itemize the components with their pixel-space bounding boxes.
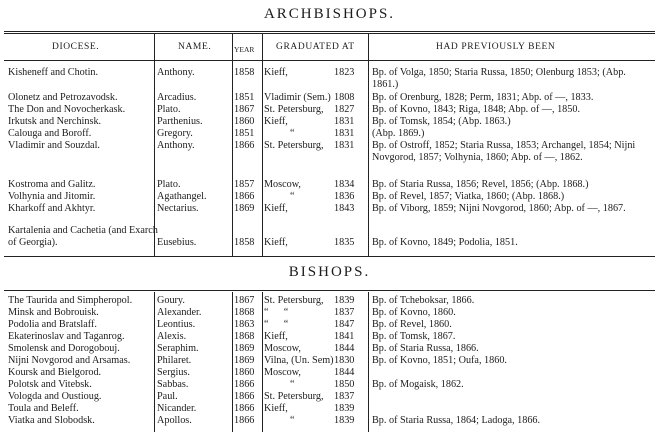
year-cell: 1866	[234, 391, 255, 402]
graduated-cell: “	[290, 379, 295, 390]
diocese-cell: Kharkoff and Akhtyr.	[8, 203, 96, 214]
col-divider-year	[232, 34, 233, 256]
graduated-cell: St. Petersburg,	[264, 104, 324, 115]
name-cell: Leontius.	[157, 319, 196, 330]
name-cell: Anthony.	[157, 67, 195, 78]
name-cell: Arcadius.	[157, 92, 197, 103]
graduated-cell: Kieff,	[264, 403, 288, 414]
col-divider-previous	[368, 34, 369, 256]
name-cell: Seraphim.	[157, 343, 199, 354]
grad-year-cell: 1831	[334, 116, 355, 127]
name-cell: Philaret.	[157, 355, 192, 366]
previous-cell: Bp. of Tcheboksar, 1866.	[372, 295, 475, 306]
year-cell: 1851	[234, 128, 255, 139]
previous-cell: Bp. of Kovno, 1860.	[372, 307, 456, 318]
header-rule	[4, 60, 655, 61]
col-divider-name	[154, 34, 155, 256]
year-cell: 1869	[234, 355, 255, 366]
graduated-cell: St. Petersburg,	[264, 391, 324, 402]
header-year: YEAR	[234, 45, 255, 54]
header-name: NAME.	[178, 42, 212, 52]
graduated-cell: Moscow,	[264, 367, 301, 378]
previous-cell: Bp. of Orenburg, 1828; Perm, 1831; Abp. of —, 1833.	[372, 92, 594, 103]
name-cell: Agathangel.	[157, 191, 207, 202]
previous-cell: Bp. of Ostroff, 1852; Staria Russa, 1853; Archangel, 1854; Nijni Novgorod, 1857; Volhynia, 1860; Abp. of —, 1862.	[372, 140, 636, 163]
previous-cell: Bp. of Tomsk, 1854; (Abp. 1863.)	[372, 116, 511, 127]
graduated-cell: St. Petersburg,	[264, 140, 324, 151]
year-cell: 1860	[234, 116, 255, 127]
graduated-cell: Kieff,	[264, 116, 288, 127]
grad-year-cell: 1839	[334, 295, 355, 306]
diocese-cell: Toula and Beleff.	[8, 403, 79, 414]
diocese-cell: Olonetz and Petrozavodsk.	[8, 92, 118, 103]
diocese-cell: Kostroma and Galitz.	[8, 179, 96, 190]
previous-cell: Bp. of Kovno, 1849; Podolia, 1851.	[372, 237, 518, 248]
graduated-cell: Moscow,	[264, 343, 301, 354]
grad-year-cell: 1831	[334, 140, 355, 151]
name-cell: Gregory.	[157, 128, 193, 139]
name-cell: Paul.	[157, 391, 178, 402]
grad-year-cell: 1844	[334, 343, 355, 354]
grad-year-cell: 1843	[334, 203, 355, 214]
previous-cell: Bp. of Kovno, 1843; Riga, 1848; Abp. of —, 1850.	[372, 104, 580, 115]
diocese-cell: Vologda and Oustioug.	[8, 391, 102, 402]
grad-year-cell: 1836	[334, 191, 355, 202]
diocese-cell: Irkutsk and Nerchinsk.	[8, 116, 102, 127]
top-rule	[4, 31, 655, 34]
grad-year-cell: 1827	[334, 104, 355, 115]
year-cell: 1858	[234, 237, 255, 248]
previous-cell: Bp. of Staria Russa, 1864; Ladoga, 1866.	[372, 415, 541, 426]
graduated-cell: Kieff,	[264, 237, 288, 248]
year-cell: 1866	[234, 191, 255, 202]
diocese-cell: Smolensk and Dorogobouj.	[8, 343, 120, 354]
name-cell: Anthony.	[157, 140, 195, 151]
year-cell: 1860	[234, 367, 255, 378]
diocese-cell: Polotsk and Vitebsk.	[8, 379, 92, 390]
graduated-cell: “	[290, 128, 295, 139]
previous-cell: Bp. of Kovno, 1851; Oufa, 1860.	[372, 355, 507, 366]
previous-cell: Bp. of Tomsk, 1867.	[372, 331, 456, 342]
grad-year-cell: 1847	[334, 319, 355, 330]
grad-year-cell: 1850	[334, 379, 355, 390]
col-divider-previous	[368, 292, 369, 432]
year-cell: 1851	[234, 92, 255, 103]
name-cell: Parthenius.	[157, 116, 203, 127]
year-cell: 1868	[234, 331, 255, 342]
archbishops-title: ARCHBISHOPS.	[263, 6, 396, 22]
grad-year-cell: 1834	[334, 179, 355, 190]
year-cell: 1858	[234, 67, 255, 78]
name-cell: Alexis.	[157, 331, 187, 342]
col-divider-name	[154, 292, 155, 432]
diocese-cell: Volhynia and Jitomir.	[8, 191, 96, 202]
bishops-title: BISHOPS.	[288, 264, 371, 280]
graduated-cell: Vilna, (Un. Sem)	[264, 355, 334, 366]
name-cell: Nicander.	[157, 403, 197, 414]
name-cell: Goury.	[157, 295, 185, 306]
col-divider-year	[232, 292, 233, 432]
diocese-cell: Minsk and Bobrouisk.	[8, 307, 99, 318]
grad-year-cell: 1837	[334, 307, 355, 318]
name-cell: Sergius.	[157, 367, 190, 378]
graduated-cell: “	[290, 415, 295, 426]
graduated-cell: Kieff,	[264, 331, 288, 342]
graduated-cell: “	[290, 191, 295, 202]
graduated-cell: St. Petersburg,	[264, 295, 324, 306]
previous-cell: Bp. of Mogaisk, 1862.	[372, 379, 464, 390]
archbishops-bottom-rule	[4, 256, 655, 257]
graduated-cell: Moscow,	[264, 179, 301, 190]
grad-year-cell: 1835	[334, 237, 355, 248]
col-divider-graduated	[262, 34, 263, 256]
graduated-cell: Vladimir (Sem.)	[264, 92, 331, 103]
year-cell: 1866	[234, 415, 255, 426]
graduated-cell: Kieff,	[264, 67, 288, 78]
graduated-cell: “ “	[264, 319, 289, 330]
header-diocese: DIOCESE.	[52, 42, 100, 52]
diocese-cell: Podolia and Bratslaff.	[8, 319, 97, 330]
diocese-cell: Koursk and Bielgorod.	[8, 367, 102, 378]
diocese-cell: Viatka and Slobodsk.	[8, 415, 95, 426]
year-cell: 1863	[234, 319, 255, 330]
name-cell: Sabbas.	[157, 379, 189, 390]
year-cell: 1869	[234, 203, 255, 214]
header-previous: HAD PREVIOUSLY BEEN	[436, 42, 556, 52]
name-cell: Alexander.	[157, 307, 202, 318]
grad-year-cell: 1839	[334, 403, 355, 414]
diocese-cell: Kartalenia and Cachetia (and Exarch of Georgia).	[8, 225, 158, 248]
diocese-cell: Vladimir and Souzdal.	[8, 140, 100, 151]
previous-cell: Bp. of Revel, 1857; Viatka, 1860; (Abp. 1868.)	[372, 191, 565, 202]
year-cell: 1857	[234, 179, 255, 190]
name-cell: Apollos.	[157, 415, 192, 426]
graduated-cell: Kieff,	[264, 203, 288, 214]
grad-year-cell: 1808	[334, 92, 355, 103]
grad-year-cell: 1837	[334, 391, 355, 402]
diocese-cell: The Taurida and Simpheropol.	[8, 295, 133, 306]
col-divider-graduated	[262, 292, 263, 432]
diocese-cell: The Don and Novocherkask.	[8, 104, 126, 115]
previous-cell: Bp. of Staria Russa, 1866.	[372, 343, 479, 354]
previous-cell: Bp. of Viborg, 1859; Nijni Novgorod, 1860; Abp. of —, 1867.	[372, 203, 626, 214]
previous-cell: Bp. of Revel, 1860.	[372, 319, 452, 330]
previous-cell: (Abp. 1869.)	[372, 128, 425, 139]
year-cell: 1866	[234, 379, 255, 390]
year-cell: 1868	[234, 307, 255, 318]
year-cell: 1869	[234, 343, 255, 354]
grad-year-cell: 1823	[334, 67, 355, 78]
previous-cell: Bp. of Volga, 1850; Staria Russa, 1850; Olenburg 1853; (Abp. 1861.)	[372, 67, 626, 90]
year-cell: 1867	[234, 104, 255, 115]
header-graduated: GRADUATED AT	[276, 42, 355, 52]
diocese-cell: Nijni Novgorod and Arsamas.	[8, 355, 131, 366]
name-cell: Eusebius.	[157, 237, 197, 248]
grad-year-cell: 1839	[334, 415, 355, 426]
diocese-cell: Ekaterinoslav and Taganrog.	[8, 331, 125, 342]
year-cell: 1866	[234, 403, 255, 414]
name-cell: Nectarius.	[157, 203, 199, 214]
year-cell: 1866	[234, 140, 255, 151]
grad-year-cell: 1841	[334, 331, 355, 342]
bishops-top-rule	[4, 290, 655, 291]
year-cell: 1867	[234, 295, 255, 306]
diocese-cell: Calouga and Boroff.	[8, 128, 92, 139]
name-cell: Plato.	[157, 104, 181, 115]
graduated-cell: “ “	[264, 307, 289, 318]
previous-cell: Bp. of Staria Russa, 1856; Revel, 1856; (Abp. 1868.)	[372, 179, 589, 190]
name-cell: Plato.	[157, 179, 181, 190]
diocese-cell: Kisheneff and Chotin.	[8, 67, 99, 78]
grad-year-cell: 1844	[334, 367, 355, 378]
grad-year-cell: 1830	[334, 355, 355, 366]
grad-year-cell: 1831	[334, 128, 355, 139]
